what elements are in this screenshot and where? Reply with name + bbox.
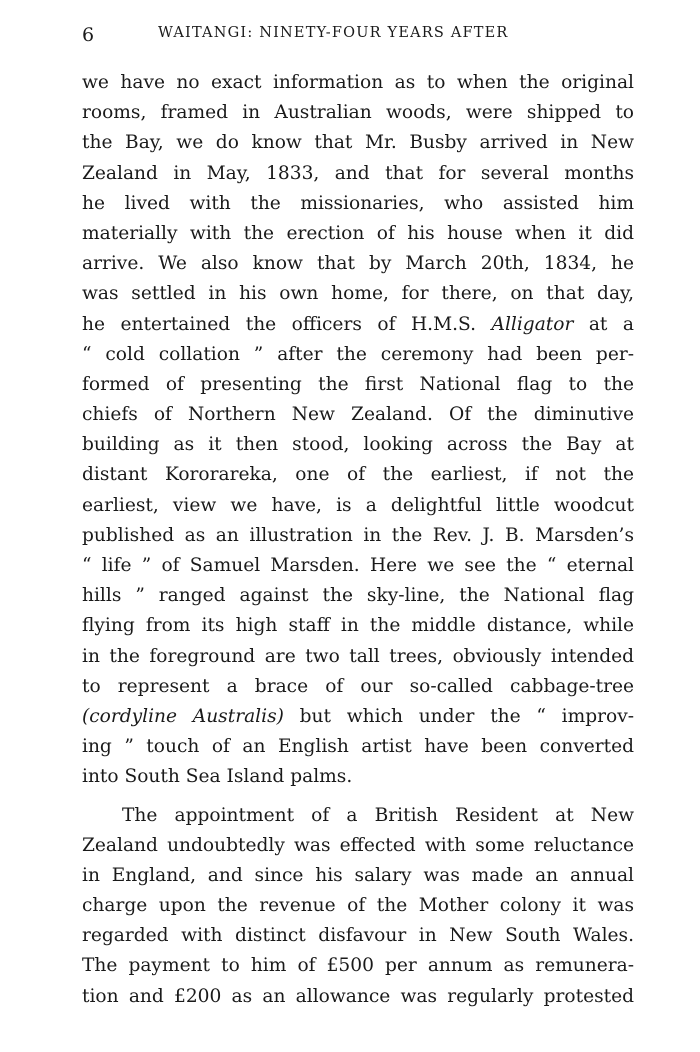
paragraph-2 [82, 801, 634, 1012]
text-line: The payment to him of £500 per annum as remunera- [82, 955, 634, 977]
text-line: regarded with distinct disfavour in New South Wales. [82, 925, 634, 947]
text-line: distant Kororareka, one of the earliest, if not the [82, 464, 634, 486]
botanical-name: (cordyline Australis) [82, 705, 284, 727]
text-line: The appointment of a British Resident at New [122, 804, 634, 826]
text-line: building as it then stood, looking across the Bay at [82, 434, 634, 456]
text-line: he lived with the missionaries, who assisted him [82, 192, 634, 214]
text-line: earliest, view we have, is a delightful little woodcut [82, 494, 634, 516]
paragraph-1 [82, 68, 634, 793]
running-head [82, 22, 552, 50]
text-line: “ life ” of Samuel Marsden. Here we see the “ eternal [82, 555, 634, 576]
text-run: but which under the “ improv- [283, 705, 635, 727]
ship-name: Alligator [491, 313, 574, 335]
paragraph-gap [82, 793, 634, 801]
text-line: “ cold collation ” after the ceremony had been per- [82, 343, 634, 365]
text-line: the Bay, we do know that Mr. Busby arrived in New [82, 132, 634, 154]
text-line: arrive. We also know that by March 20th, 1834, he [82, 253, 634, 275]
text-line: in the foreground are two tall trees, obviously intended [82, 645, 634, 667]
text-line: to represent a brace of our so-called cabbage-tree [82, 675, 634, 697]
text-line: in England, and since his salary was made an annual [82, 864, 634, 886]
text-line: formed of presenting the first National flag to the [82, 373, 634, 395]
text-line [82, 310, 634, 340]
text-run: at a [573, 313, 634, 335]
text-line: tion and £200 as an allowance was regularly protested [82, 985, 634, 1007]
text-line [82, 702, 634, 732]
text-line: hills ” ranged against the sky-line, the National flag [82, 585, 634, 607]
text-line: rooms, framed in Australian woods, were shipped to [82, 102, 634, 124]
text-run: he entertained the officers of H.M.S. [82, 313, 492, 335]
text-line: published as an illustration in the Rev. J. B. Marsden’s [82, 524, 634, 546]
text-line: Zealand in May, 1833, and that for several months [82, 162, 634, 184]
text-line: ing ” touch of an English artist have been converted [82, 736, 634, 758]
running-title: WAITANGI: NINETY-FOUR YEARS AFTER [158, 25, 509, 41]
text-line: materially with the erection of his house when it did [82, 222, 634, 244]
text-line: into South Sea Island palms. [82, 766, 353, 788]
text-line: we have no exact information as to when the original [82, 72, 634, 93]
text-line: Zealand undoubtedly was effected with some reluctance [82, 834, 634, 856]
page-number: 6 [82, 24, 95, 46]
text-line: chiefs of Northern New Zealand. Of the diminutive [82, 404, 634, 426]
text-line: was settled in his own home, for there, on that day, [82, 283, 634, 305]
text-line: charge upon the revenue of the Mother colony it was [82, 895, 634, 917]
body-text [82, 68, 634, 1012]
text-line: flying from its high staff in the middle distance, while [82, 615, 634, 637]
